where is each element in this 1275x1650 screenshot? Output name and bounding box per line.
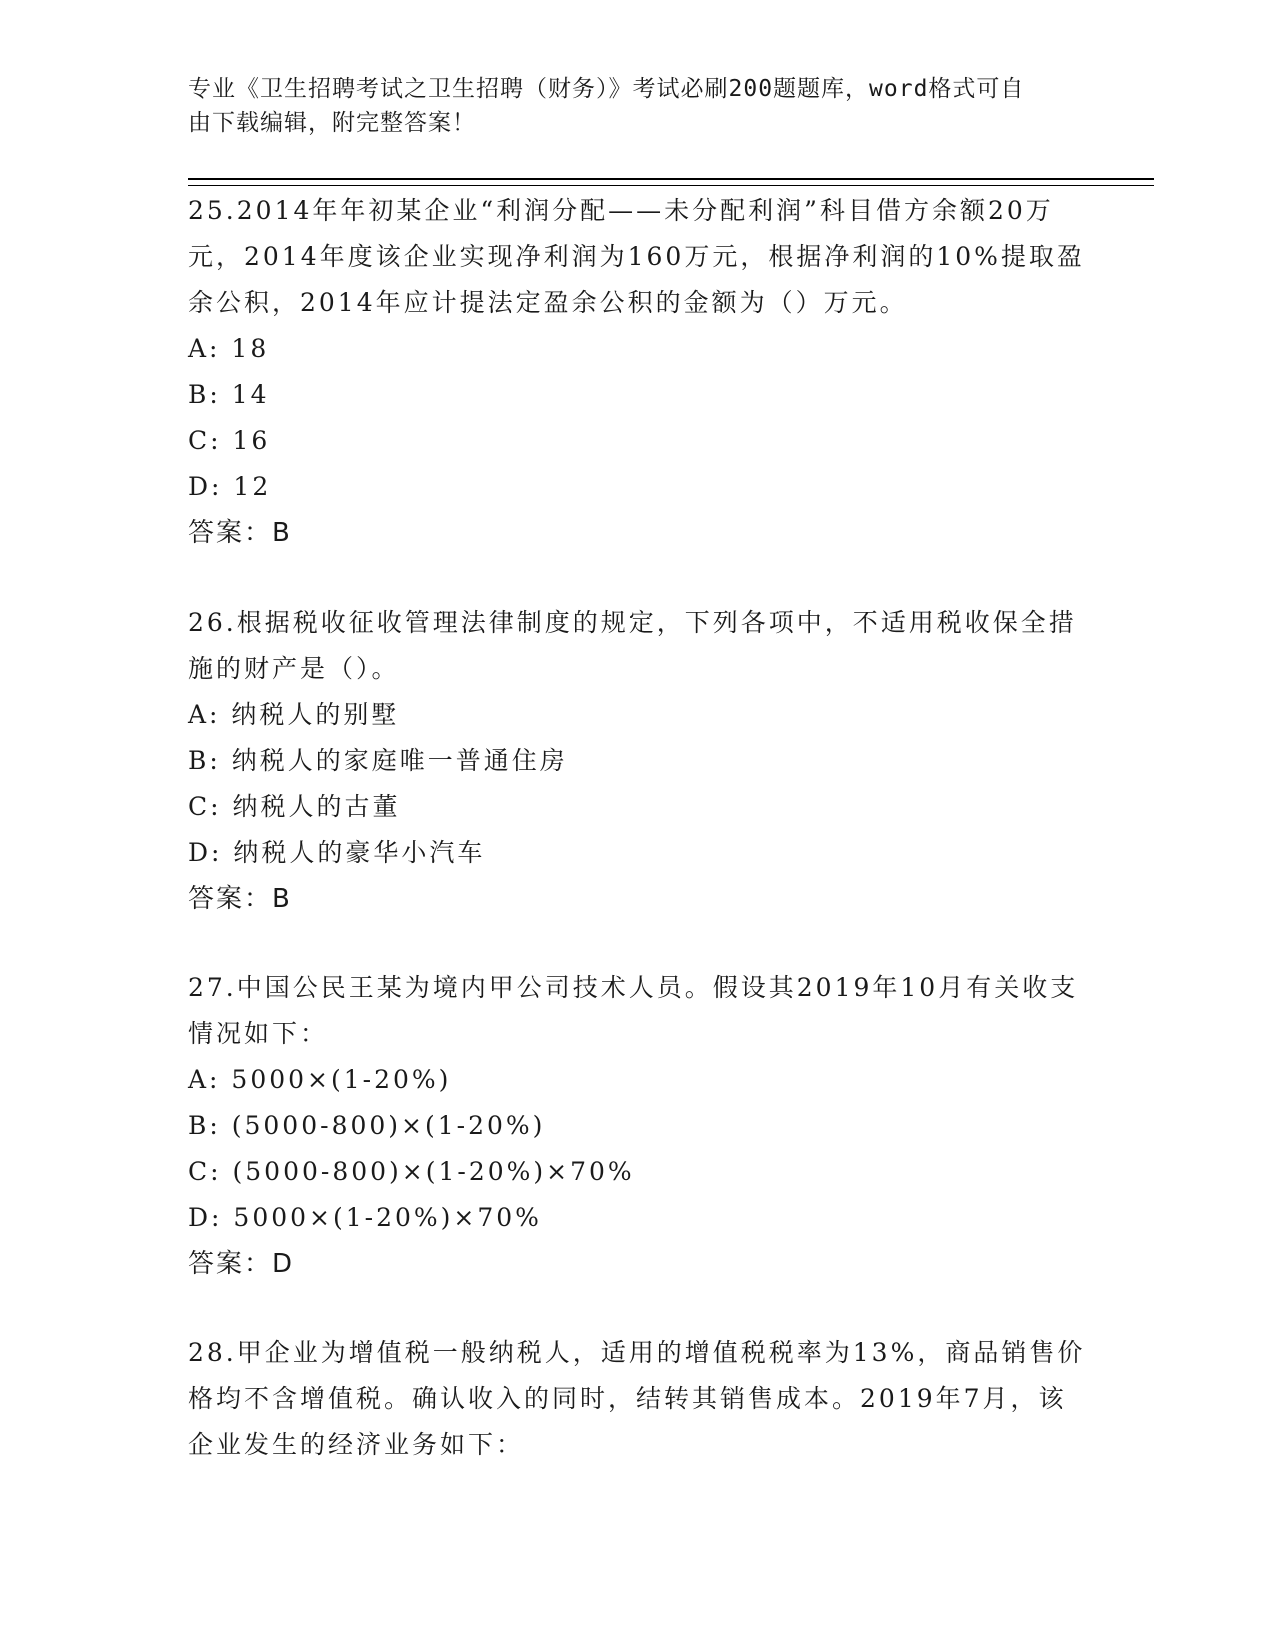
answer: 答案：B	[188, 884, 292, 914]
question-stem: 27.中国公民王某为境内甲公司技术人员。假设其2019年10月有关收支情况如下：	[188, 973, 1079, 1048]
question-stem: 28.甲企业为增值税一般纳税人，适用的增值税税率为13%，商品销售价格均不含增值税。确认收入的同时，结转其销售成本。2019年7月，该企业发生的经济业务如下：	[188, 1338, 1086, 1459]
question-25	[188, 188, 1088, 556]
question-26	[188, 600, 1088, 922]
header-line-2: 由下载编辑，附完整答案！	[188, 110, 476, 136]
question-stem: 26.根据税收征收管理法律制度的规定，下列各项中，不适用税收保全措施的财产是（）。	[188, 608, 1077, 683]
header-line-1: 专业《卫生招聘考试之卫生招聘（财务）》考试必刷200题题库，word格式可自	[188, 76, 1025, 102]
option-a: A: 纳税人的别墅	[188, 700, 400, 729]
header-rule-thin	[188, 185, 1154, 186]
option-b: B: 纳税人的家庭唯一普通住房	[188, 746, 568, 775]
option-b: B: 14	[188, 380, 270, 409]
option-d: D: 12	[188, 472, 272, 501]
document-header	[188, 72, 1068, 140]
answer: 答案：D	[188, 1249, 295, 1279]
option-d: D: 5000×(1-20%)×70%	[188, 1203, 542, 1232]
option-a: A: 5000×(1-20%)	[188, 1065, 452, 1094]
option-c: C: (5000-800)×(1-20%)×70%	[188, 1157, 635, 1186]
option-c: C: 纳税人的古董	[188, 792, 401, 821]
option-a: A: 18	[188, 334, 270, 363]
option-c: C: 16	[188, 426, 271, 455]
header-rule-thick	[188, 178, 1154, 180]
question-stem: 25.2014年年初某企业“利润分配——未分配利润”科目借方余额20万元，2014年度该企业实现净利润为160万元，根据净利润的10%提取盈余公积，2014年应计提法定盈余公积的金额为（）万元。	[188, 196, 1085, 317]
question-28	[188, 1330, 1088, 1468]
option-d: D: 纳税人的豪华小汽车	[188, 838, 486, 867]
option-b: B: (5000-800)×(1-20%)	[188, 1111, 546, 1140]
question-27	[188, 965, 1088, 1287]
answer: 答案：B	[188, 518, 292, 548]
